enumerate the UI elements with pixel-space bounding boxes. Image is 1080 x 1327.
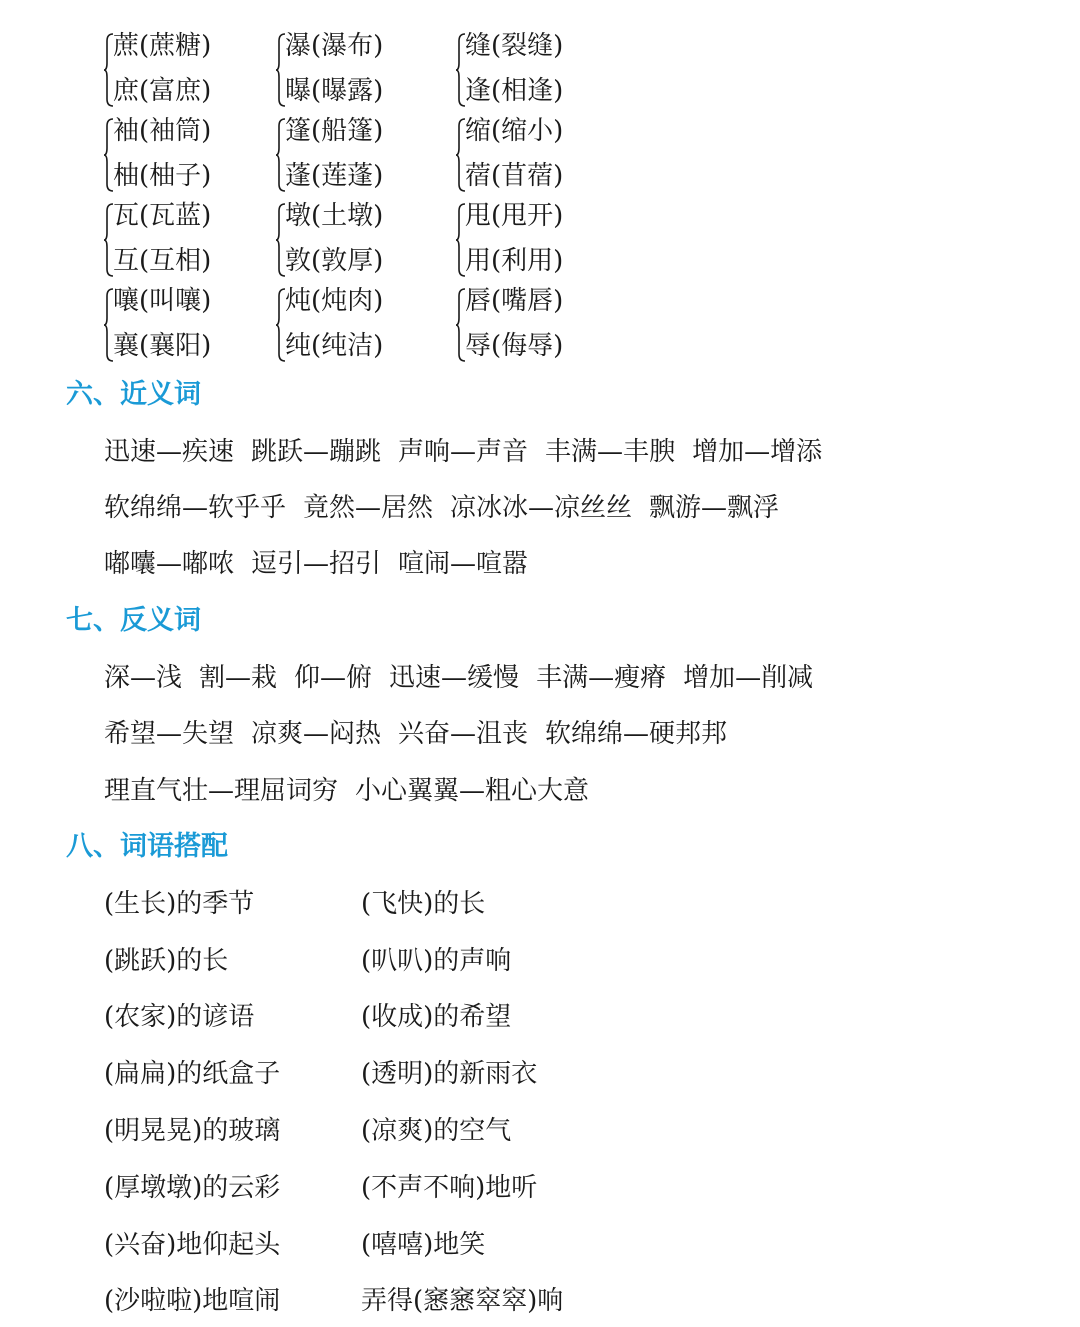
char-pair-top: 瓦(瓦蓝): [113, 201, 212, 231]
char-pair-top: 袖(袖筒): [113, 116, 212, 146]
char-pair-bottom: 襄(襄阳): [113, 331, 212, 361]
collocation-item: (扁扁)的纸盒子: [104, 1059, 281, 1089]
collocation-item: (厚墩墩)的云彩: [104, 1173, 281, 1203]
word-pair: 软绵绵—硬邦邦: [545, 719, 728, 749]
word-pair: 竟然—居然: [303, 493, 434, 523]
char-pair: [104, 197, 274, 283]
word-pair: 增加—削减: [683, 663, 814, 693]
antonym-line: [104, 662, 830, 694]
char-pair-bottom: 柚(柚子): [113, 161, 212, 191]
char-pair: [456, 112, 626, 198]
collocation-item: (嘻嘻)地笑: [361, 1230, 486, 1260]
section-heading-collocations: 八、词语搭配: [66, 831, 228, 862]
collocation-item: (沙啦啦)地喧闹: [104, 1286, 281, 1316]
char-pair: [276, 27, 446, 113]
section-heading-antonyms: 七、反义词: [66, 605, 201, 636]
char-pair-top: 甩(甩开): [465, 201, 564, 231]
collocation-item: (凉爽)的空气: [361, 1116, 512, 1146]
word-pair: 迅速—疾速: [104, 437, 235, 467]
word-pair: 凉冰冰—凉丝丝: [450, 493, 633, 523]
collocation-item: (兴奋)地仰起头: [104, 1230, 281, 1260]
char-pair: [104, 282, 274, 368]
char-pair: [104, 27, 274, 113]
synonym-line: [104, 436, 839, 468]
word-pair: 增加—增添: [692, 437, 823, 467]
word-pair: 迅速—缓慢: [389, 663, 520, 693]
char-pair-bottom: 庶(富庶): [113, 76, 212, 106]
char-pair-bottom: 逢(相逢): [465, 76, 564, 106]
word-pair: 丰满—丰腴: [545, 437, 676, 467]
char-pair: [456, 282, 626, 368]
char-pair-bottom: 用(利用): [465, 246, 564, 276]
word-pair: 喧闹—喧嚣: [398, 549, 529, 579]
char-pair-bottom: 蓿(苜蓿): [465, 161, 564, 191]
word-pair: 逗引—招引: [251, 549, 382, 579]
section-heading-synonyms: 六、近义词: [66, 379, 201, 410]
antonym-line: [104, 775, 606, 807]
collocation-item: 弄得(窸窸窣窣)响: [361, 1286, 564, 1316]
char-pair: [104, 112, 274, 198]
synonym-line: [104, 492, 796, 524]
word-pair: 嘟囔—嘟哝: [104, 549, 235, 579]
word-pair: 小心翼翼—粗心大意: [355, 776, 590, 806]
char-pair-bottom: 互(互相): [113, 246, 212, 276]
word-pair: 凉爽—闷热: [251, 719, 382, 749]
word-pair: 深—浅: [104, 663, 183, 693]
word-pair: 理直气壮—理屈词穷: [104, 776, 339, 806]
char-pair-top: 炖(炖肉): [285, 286, 384, 316]
char-pair-bottom: 敦(敦厚): [285, 246, 384, 276]
char-pair-bottom: 纯(纯洁): [285, 331, 384, 361]
word-pair: 兴奋—沮丧: [398, 719, 529, 749]
char-pair-top: 篷(船篷): [285, 116, 384, 146]
word-pair: 飘游—飘浮: [649, 493, 780, 523]
char-pair-top: 蔗(蔗糖): [113, 31, 212, 61]
char-pair-top: 嚷(叫嚷): [113, 286, 212, 316]
char-pair-bottom: 辱(侮辱): [465, 331, 564, 361]
char-pair-top: 缩(缩小): [465, 116, 564, 146]
similar-form-characters: [104, 27, 624, 372]
word-pair: 仰—俯: [294, 663, 373, 693]
collocation-item: (明晃晃)的玻璃: [104, 1116, 281, 1146]
char-pair: [276, 112, 446, 198]
collocation-item: (透明)的新雨衣: [361, 1059, 538, 1089]
char-pair-top: 墩(土墩): [285, 201, 384, 231]
collocation-item: (农家)的谚语: [104, 1002, 255, 1032]
char-pair: [456, 27, 626, 113]
word-pair: 软绵绵—软乎乎: [104, 493, 287, 523]
collocation-item: (叭叭)的声响: [361, 946, 512, 976]
antonym-line: [104, 718, 744, 750]
char-pair-bottom: 曝(曝露): [285, 76, 384, 106]
char-pair: [276, 282, 446, 368]
collocation-item: (飞快)的长: [361, 889, 486, 919]
collocation-item: (生长)的季节: [104, 889, 255, 919]
collocation-item: (不声不响)地听: [361, 1173, 538, 1203]
word-pair: 割—栽: [199, 663, 278, 693]
char-pair-top: 瀑(瀑布): [285, 31, 384, 61]
char-pair-top: 唇(嘴唇): [465, 286, 564, 316]
char-pair: [456, 197, 626, 283]
char-pair: [276, 197, 446, 283]
char-pair-top: 缝(裂缝): [465, 31, 564, 61]
char-pair-bottom: 蓬(莲蓬): [285, 161, 384, 191]
word-pair: 跳跃—蹦跳: [251, 437, 382, 467]
collocation-item: (跳跃)的长: [104, 946, 229, 976]
synonym-line: [104, 548, 545, 580]
word-pair: 丰满—瘦瘠: [536, 663, 667, 693]
collocation-item: (收成)的希望: [361, 1002, 512, 1032]
word-pair: 希望—失望: [104, 719, 235, 749]
word-pair: 声响—声音: [398, 437, 529, 467]
